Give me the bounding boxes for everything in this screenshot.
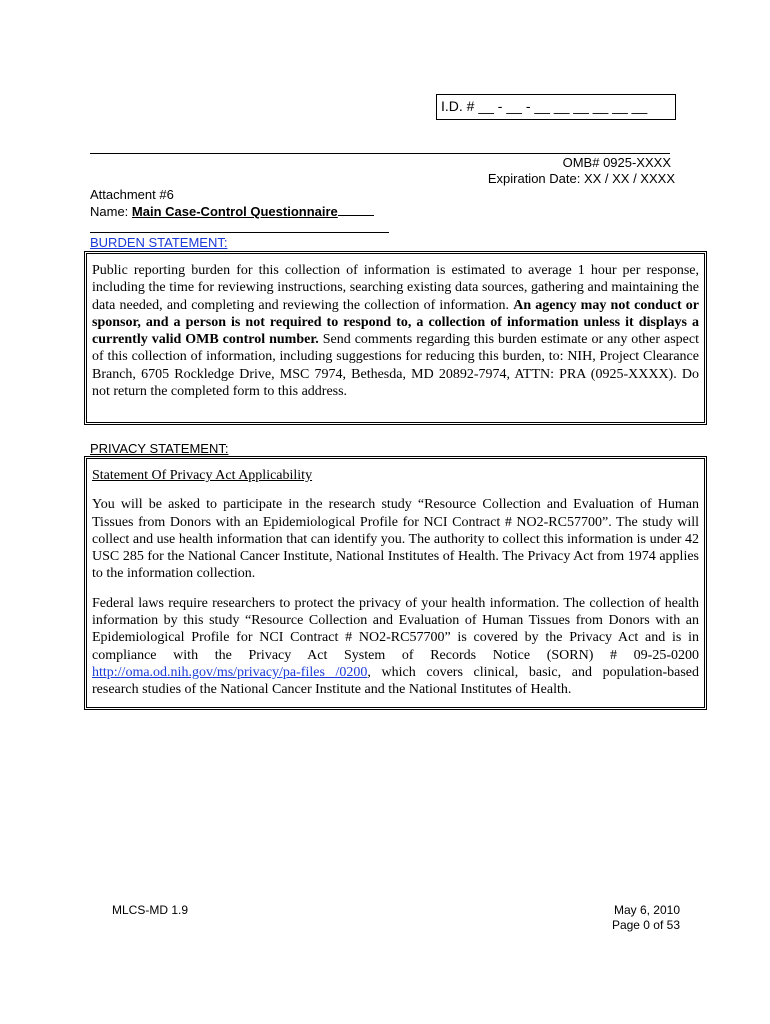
privacy-subheading: Statement Of Privacy Act Applicability <box>92 468 313 483</box>
burden-text-intro: Public reporting burden for this collection of information is estimated to average 1 hour per response, including the time for reviewing instructions, searching existing data sources, gathering and maintaining the data needed, and completing and reviewing the collection of information. <box>92 263 699 313</box>
expiration-date: Expiration Date: XX / XX / XXXX <box>487 171 675 186</box>
privacy-statement-heading: PRIVACY STATEMENT: <box>90 441 229 456</box>
id-number-field: I.D. # __ - __ - __ __ __ __ __ __ <box>436 94 676 120</box>
burden-statement-box <box>84 251 707 425</box>
footer-document-id: MLCS-MD 1.9 <box>112 903 189 917</box>
privacy-paragraph-2-text: Federal laws require researchers to protect the privacy of your health information. The collection of health information by this study “Resource Collection and Evaluation of Human Tissues from Donors with an Epidemiological Profile for NCI Contract # NO2-RC57700” is covered by the Privacy Act and is in compliance with the Privacy Act System of Records Notice (SORN) # 09-25-0200 <box>92 595 699 663</box>
privacy-sorn-link[interactable]: http://oma.od.nih.gov/ms/privacy/pa-files /0200 <box>92 664 368 680</box>
privacy-paragraph-2-tail: , which covers clinical, basic, and population-based research studies of the National Cancer Institute and the National Institutes of Health. <box>92 664 699 698</box>
privacy-paragraph-2 <box>92 595 699 699</box>
header-rule <box>90 153 670 154</box>
omb-number: OMB# 0925-XXXX <box>562 155 671 170</box>
burden-text-contact: Send comments regarding this burden estimate or any other aspect of this collection of information, including suggestions for reducing this burden, to: NIH, Project Clearance Branch, 6705 Rockledge Drive, MSC 7974, Bethesda, MD 20892-7974, ATTN: PRA (0925-XXXX). Do not return the completed form to this address. <box>92 332 699 400</box>
name-value: Main Case-Control Questionnaire <box>131 204 338 219</box>
name-label: Name: <box>90 204 129 219</box>
burden-statement-heading: BURDEN STATEMENT: <box>90 235 228 250</box>
burden-text-notice: An agency may not conduct or sponsor, and a person is not required to respond to, a collection of information unless it displays a currently valid OMB control number. <box>92 297 699 348</box>
burden-statement-text <box>92 262 699 400</box>
section-rule <box>90 232 389 233</box>
name-underline <box>338 203 374 216</box>
privacy-paragraph-1: You will be asked to participate in the research study “Resource Collection and Evaluation of Human Tissues from Donors with an Epidemiological Profile for NCI Contract # NO2-RC57700”. The study will collect and use health information that can identify you. The authority to collect this information is under 42 USC 285 for the National Cancer Institute, National Institutes of Health. The Privacy Act from 1974 applies to the information collection. <box>92 497 699 582</box>
privacy-statement-box <box>84 456 707 710</box>
attachment-label: Attachment #6 <box>90 187 174 202</box>
footer-date: May 6, 2010 <box>613 903 680 917</box>
document-name <box>90 203 374 219</box>
footer-page-number: Page 0 of 53 <box>611 918 680 932</box>
